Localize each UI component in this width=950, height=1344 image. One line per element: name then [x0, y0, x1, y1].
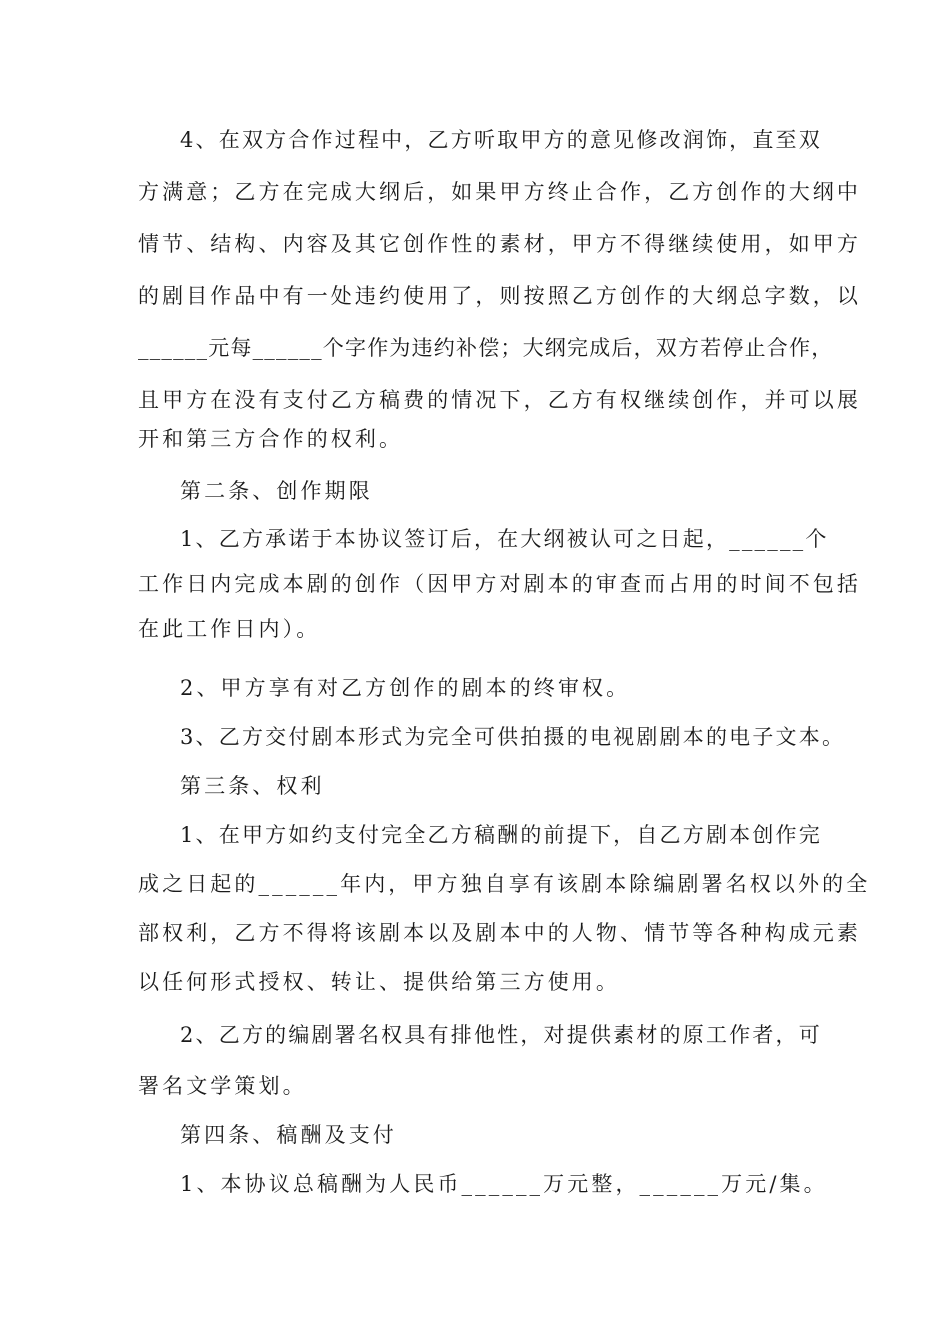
paragraph-line: 3、乙方交付剧本形式为完全可供拍摄的电视剧剧本的电子文本。: [180, 725, 846, 749]
paragraph-line: 署名文学策划。: [138, 1074, 307, 1098]
paragraph-line: 部权利，乙方不得将该剧本以及剧本中的人物、情节等各种构成元素: [138, 921, 861, 945]
section-heading: 第四条、稿酬及支付: [180, 1123, 397, 1147]
paragraph-line: 情节、结构、内容及其它创作性的素材，甲方不得继续使用，如甲方: [138, 232, 861, 256]
paragraph-line: 的剧目作品中有一处违约使用了，则按照乙方创作的大纲总字数，以: [138, 284, 861, 308]
paragraph-line: 且甲方在没有支付乙方稿费的情况下，乙方有权继续创作，并可以展: [138, 388, 861, 412]
paragraph-line: 2、甲方享有对乙方创作的剧本的终审权。: [180, 676, 631, 700]
paragraph-line: 1、本协议总稿酬为人民币______万元整，______万元/集。: [180, 1172, 828, 1196]
paragraph-line: 以任何形式授权、转让、提供给第三方使用。: [138, 970, 620, 994]
paragraph-line: 工作日内完成本剧的创作（因甲方对剧本的审查而占用的时间不包括: [138, 572, 861, 596]
paragraph-line: 4、在双方合作过程中，乙方听取甲方的意见修改润饰，直至双: [180, 128, 822, 152]
paragraph-line: ______元每______个字作为违约补偿；大纲完成后，双方若停止合作，: [138, 336, 834, 360]
paragraph-line: 1、在甲方如约支付完全乙方稿酬的前提下，自乙方剧本创作完: [180, 823, 822, 847]
section-heading: 第二条、创作期限: [180, 479, 373, 503]
paragraph-line: 在此工作日内）。: [138, 617, 321, 641]
paragraph-line: 成之日起的______年内，甲方独自享有该剧本除编剧署名权以外的全: [138, 872, 871, 896]
paragraph-line: 2、乙方的编剧署名权具有排他性，对提供素材的原工作者，可: [180, 1023, 822, 1047]
section-heading: 第三条、权利: [180, 774, 325, 798]
paragraph-line: 开和第三方合作的权利。: [138, 427, 404, 451]
paragraph-line: 1、乙方承诺于本协议签订后，在大纲被认可之日起，______个: [180, 527, 829, 551]
paragraph-line: 方满意；乙方在完成大纲后，如果甲方终止合作，乙方创作的大纲中: [138, 180, 861, 204]
